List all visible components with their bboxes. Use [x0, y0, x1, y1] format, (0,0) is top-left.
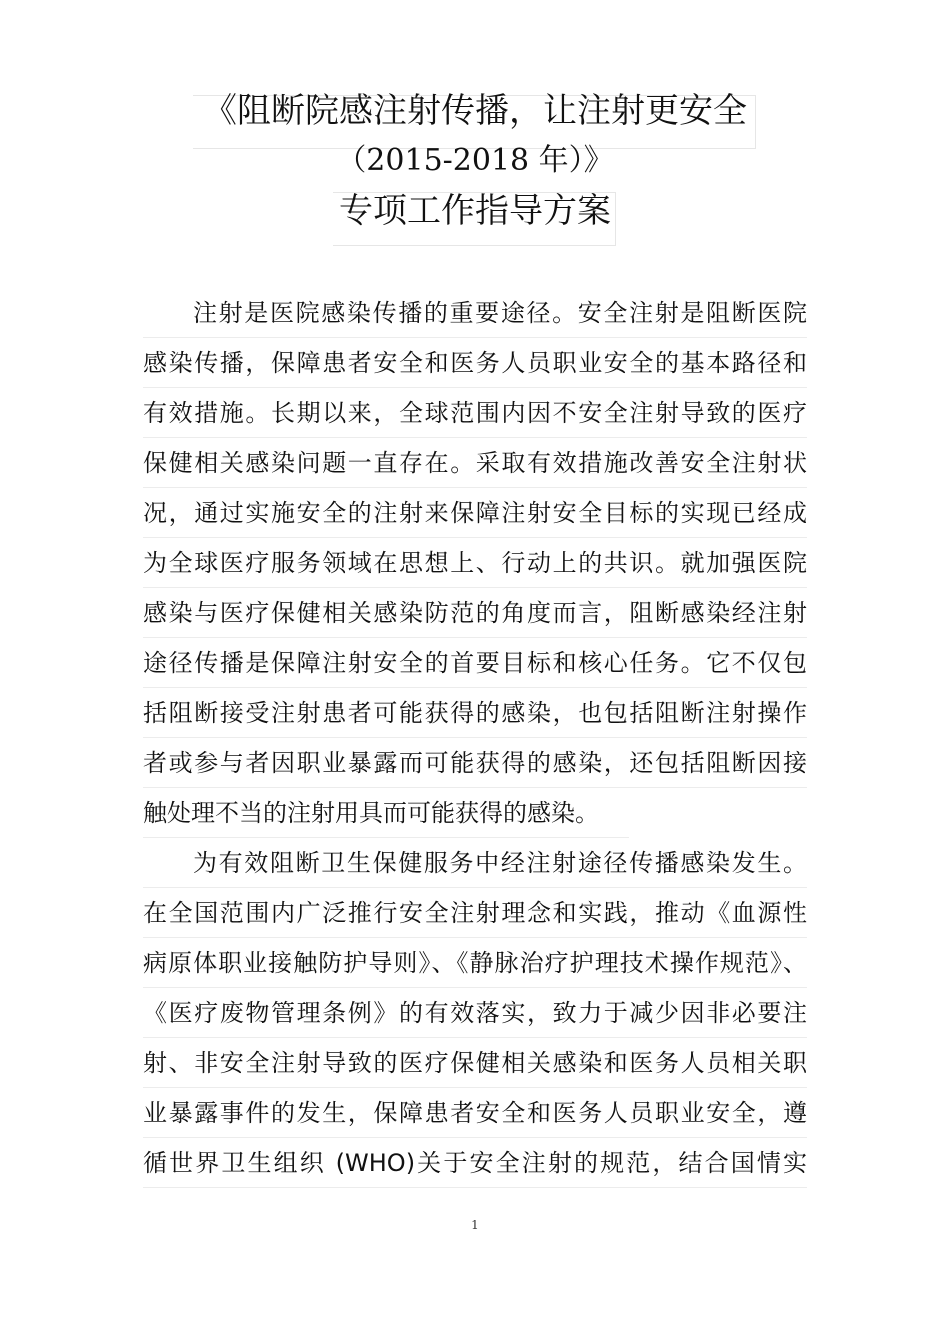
paragraph-line: 触处理不当的注射用具而可能获得的感染。 — [143, 788, 629, 838]
paragraph-line: 有效措施。长期以来，全球范围内因不安全注射导致的医疗 — [143, 388, 807, 438]
paragraph-line: 注射是医院感染传播的重要途径。安全注射是阻断医院 — [143, 288, 807, 338]
paragraph-line: 括阻断接受注射患者可能获得的感染，也包括阻断注射操作 — [143, 688, 807, 738]
paragraph-line: 为全球医疗服务领域在思想上、行动上的共识。就加强医院 — [143, 538, 807, 588]
document-title-line-2: （2015-2018 年）》 — [336, 143, 614, 178]
paragraph-line: 在全国范围内广泛推行安全注射理念和实践，推动《血源性 — [143, 888, 807, 938]
document-title-line-3: 专项工作指导方案 — [339, 191, 611, 231]
paragraph-1 — [143, 288, 807, 838]
paragraph-line: 途径传播是保障注射安全的首要目标和核心任务。它不仅包 — [143, 638, 807, 688]
paragraph-line: 为有效阻断卫生保健服务中经注射途径传播感染发生。 — [143, 838, 807, 888]
document-title-line-1: 《阻断院感注射传播，让注射更安全 — [203, 91, 747, 131]
paragraph-line: 射、非安全注射导致的医疗保健相关感染和医务人员相关职 — [143, 1038, 807, 1088]
paragraph-line: 者或参与者因职业暴露而可能获得的感染，还包括阻断因接 — [143, 738, 807, 788]
paragraph-line: 况，通过实施安全的注射来保障注射安全目标的实现已经成 — [143, 488, 807, 538]
paragraph-2 — [143, 838, 807, 1188]
paragraph-line: 业暴露事件的发生，保障患者安全和医务人员职业安全，遵 — [143, 1088, 807, 1138]
paragraph-line: 感染与医疗保健相关感染防范的角度而言，阻断感染经注射 — [143, 588, 807, 638]
paragraph-line: 保健相关感染问题一直存在。采取有效措施改善安全注射状 — [143, 438, 807, 488]
paragraph-line: 《医疗废物管理条例》的有效落实，致力于减少因非必要注 — [143, 988, 807, 1038]
paragraph-line: 病原体职业接触防护导则》、《静脉治疗护理技术操作规范》、 — [143, 938, 807, 988]
page-number: 1 — [471, 1218, 479, 1232]
paragraph-line: 循世界卫生组织 (WHO)关于安全注射的规范，结合国情实 — [143, 1138, 807, 1188]
paragraph-line: 感染传播，保障患者安全和医务人员职业安全的基本路径和 — [143, 338, 807, 388]
